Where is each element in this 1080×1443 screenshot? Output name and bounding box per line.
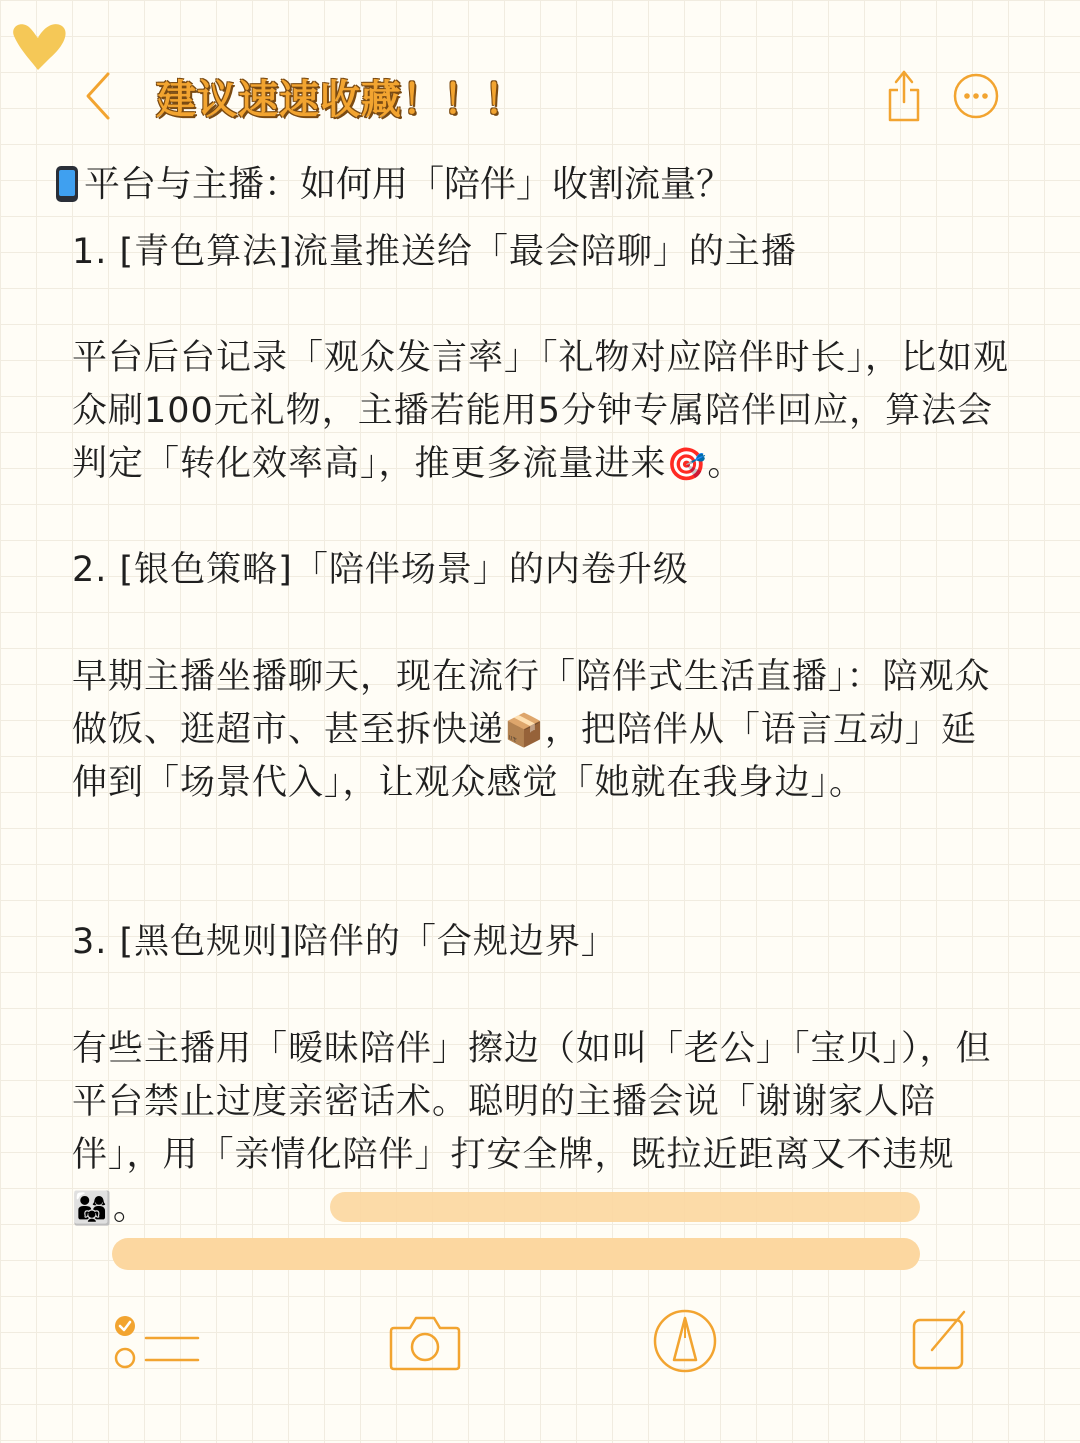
bottom-toolbar	[0, 1300, 1080, 1400]
share-icon[interactable]	[884, 66, 924, 124]
edit-icon[interactable]	[910, 1308, 970, 1372]
more-icon[interactable]	[952, 72, 1000, 120]
top-bar	[0, 56, 1080, 136]
target-icon: 🎯	[666, 445, 708, 483]
package-icon: 📦	[504, 711, 545, 749]
note-title: 建议速速收藏！！！	[156, 77, 525, 123]
checklist-icon[interactable]	[112, 1310, 202, 1374]
section-3-body: 有些主播用「暧昧陪伴」擦边（如叫「老公」「宝贝」），但平台禁止过度亲密话术。聪明的主播会说「谢谢家人陪伴」，用「亲情化陪伴」打安全牌，既拉近距离又不违规👨‍👩‍👧。	[72, 1029, 992, 1228]
section-1-title: 1. [青色算法]流量推送给「最会陪聊」的主播	[72, 232, 797, 272]
camera-icon[interactable]	[388, 1312, 462, 1372]
section-3-title: 3. [黑色规则]陪伴的「合规边界」	[72, 922, 617, 962]
mobile-phone-icon	[56, 166, 78, 202]
section-2-body: 早期主播坐播聊天，现在流行「陪伴式生活直播」：陪观众做饭、逛超市、甚至拆快递📦，把陪伴从「语言互动」延伸到「场景代入」，让观众感觉「她就在我身边」。	[72, 657, 991, 803]
section-1-body: 平台后台记录「观众发言率」「礼物对应陪伴时长」，比如观众刷100元礼物，主播若能用5分钟专属陪伴回应，算法会判定「转化效率高」，推更多流量进来🎯。	[72, 338, 1010, 484]
section-2-title: 2. [银色策略]「陪伴场景」的内卷升级	[72, 550, 689, 590]
chevron-left-icon[interactable]	[78, 66, 118, 126]
highlight-stroke	[112, 1238, 920, 1270]
family-icon: 👨‍👩‍👧	[72, 1189, 113, 1227]
pen-icon[interactable]	[652, 1308, 718, 1374]
note-heading: 平台与主播：如何用「陪伴」收割流量？	[56, 156, 732, 207]
